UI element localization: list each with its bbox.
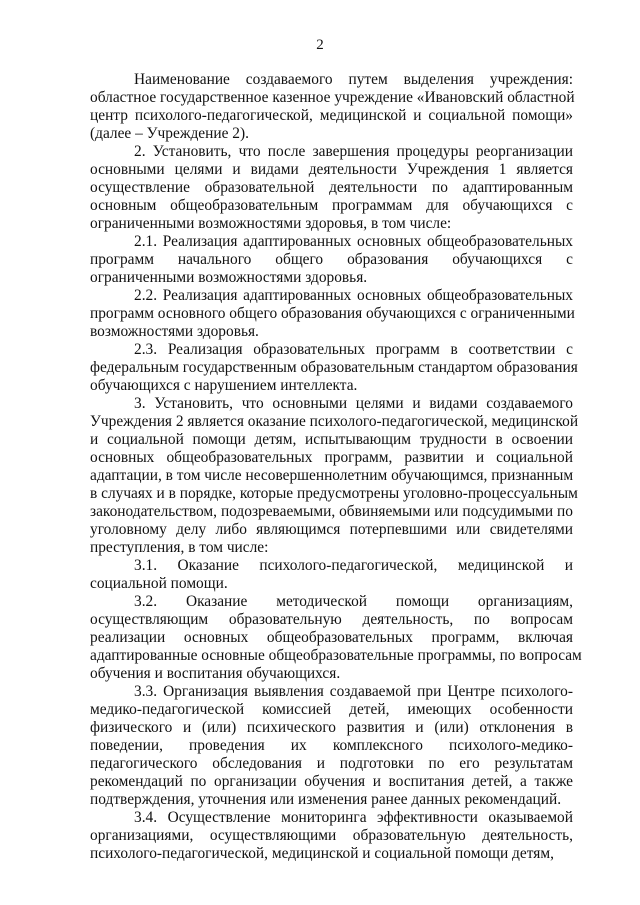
text-line: в случаях и в порядке, которые предусмотрены уголовно-процессуальным	[90, 485, 578, 502]
text-line: ограниченными возможностями здоровья, в том числе:	[90, 215, 452, 232]
text-line: организациями, осуществляющими образовательную деятельность,	[90, 827, 573, 844]
text-line: реализации основных общеобразовательных программ, включая	[90, 629, 573, 646]
text-line: 2. Установить, что после завершения процедуры реорганизации	[134, 143, 573, 160]
text-line: психолого-педагогической, медицинской и социальной помощи детям,	[90, 845, 554, 862]
text-line: осуществляющим образовательную деятельность, по вопросам	[90, 611, 573, 628]
document-body	[90, 71, 582, 863]
paragraph-p1	[90, 71, 573, 143]
text-line: уголовному делу либо являющимся потерпевшими или свидетелями	[90, 521, 573, 538]
text-line: 3.4. Осуществление мониторинга эффективности оказываемой	[134, 809, 573, 826]
text-line: центр психолого-педагогической, медицинской и социальной помощи»	[90, 107, 573, 124]
page-number: 2	[316, 37, 324, 53]
text-line: физического и (или) психического развития и (или) отклонения в	[90, 719, 573, 736]
text-line: (далее – Учреждение 2).	[90, 125, 249, 142]
text-line: адаптированные основные общеобразовательные программы, по вопросам	[90, 647, 582, 664]
paragraph-p3-3	[90, 683, 573, 809]
text-line: Наименование создаваемого путем выделения учреждения:	[134, 71, 573, 88]
text-line: обучающихся с нарушением интеллекта.	[90, 377, 358, 394]
text-line: социальной помощи.	[90, 575, 228, 592]
text-line: 2.1. Реализация адаптированных основных общеобразовательных	[134, 233, 573, 250]
paragraph-p3-1	[90, 557, 573, 593]
paragraph-p3-4	[90, 809, 573, 863]
text-line: 2.3. Реализация образовательных программ в соответствии с	[134, 341, 573, 358]
text-line: законодательством, подозреваемыми, обвиняемыми или подсудимыми по	[90, 503, 573, 520]
text-line: основных общеобразовательных программ, развитии и социальной	[90, 449, 573, 466]
text-line: 3. Установить, что основными целями и видами создаваемого	[134, 395, 573, 412]
text-line: Учреждения 2 является оказание психолого-педагогической, медицинской	[90, 413, 579, 430]
paragraph-p2-1	[90, 233, 573, 287]
text-line: рекомендаций по организации обучения и воспитания детей, а также	[90, 773, 573, 790]
paragraph-p3-2	[90, 593, 582, 683]
text-line: областное государственное казенное учреждение «Ивановский областной	[90, 89, 575, 106]
text-line: ограниченными возможностями здоровья.	[90, 269, 368, 286]
text-line: осуществление образовательной деятельности по адаптированным	[90, 179, 573, 196]
paragraph-p2	[90, 143, 573, 233]
paragraph-p2-2	[90, 287, 573, 341]
text-line: и социальной помощи детям, испытывающим трудности в освоении	[90, 431, 573, 448]
text-line: обучения и воспитания обучающихся.	[90, 665, 341, 682]
text-line: педагогического обследования и подготовки по его результатам	[90, 755, 573, 772]
text-line: 3.2. Оказание методической помощи организациям,	[134, 593, 573, 610]
text-line: поведении, проведения их комплексного психолого-медико-	[90, 737, 573, 754]
text-line: федеральным государственным образовательным стандартом образования	[90, 359, 578, 376]
text-line: адаптации, в том числе несовершеннолетним обучающимся, признанным	[90, 467, 574, 484]
text-line: 3.3. Организация выявления создаваемой при Центре психолого-	[134, 683, 573, 700]
text-line: подтверждения, уточнения или изменения ранее данных рекомендаций.	[90, 791, 562, 808]
text-line: программ начального общего образования обучающихся с	[90, 251, 573, 268]
paragraph-p3	[90, 395, 579, 557]
text-line: преступления, в том числе:	[90, 539, 269, 556]
text-line: 2.2. Реализация адаптированных основных общеобразовательных	[134, 287, 573, 304]
text-line: основными целями и видами деятельности Учреждения 1 является	[90, 161, 573, 178]
paragraph-p2-3	[90, 341, 578, 395]
text-line: медико-педагогической комиссией детей, имеющих особенности	[90, 701, 573, 718]
text-line: возможностями здоровья.	[90, 323, 259, 340]
text-line: 3.1. Оказание психолого-педагогической, медицинской и	[134, 557, 573, 574]
text-line: программ основного общего образования обучающихся с ограниченными	[90, 305, 575, 322]
text-line: основным общеобразовательным программам для обучающихся с	[90, 197, 573, 214]
